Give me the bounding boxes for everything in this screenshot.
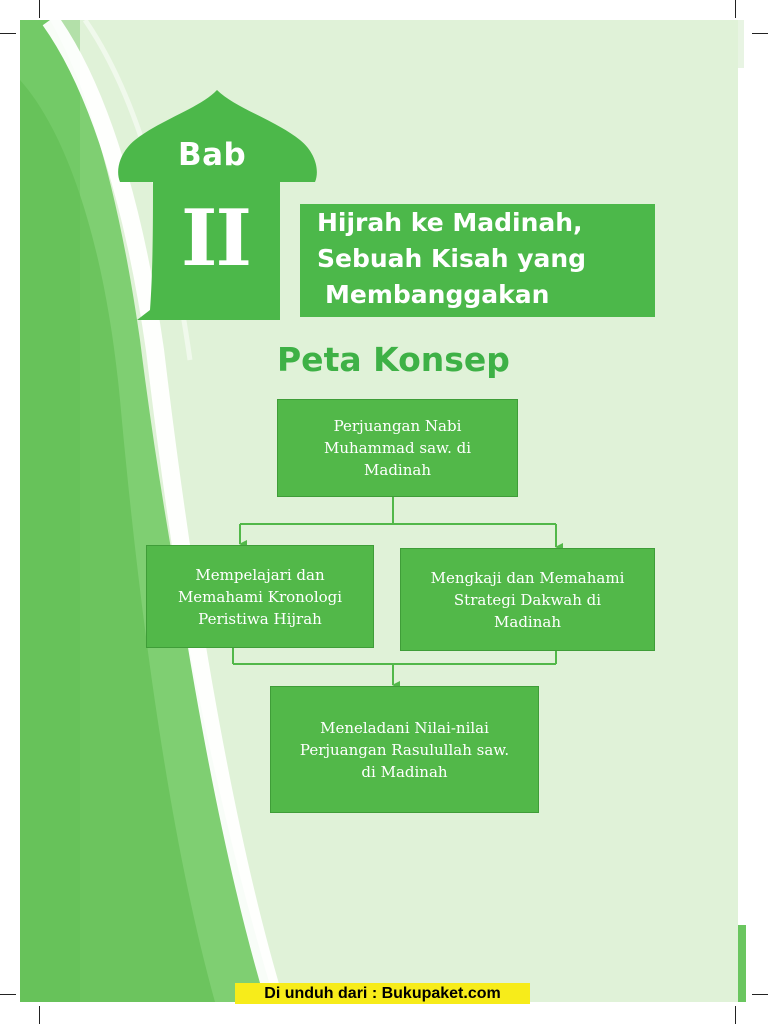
concept-node-text: Madinah (364, 461, 431, 479)
concept-node-text: Perjuangan Rasulullah saw. (299, 740, 510, 759)
concept-node-left (146, 545, 374, 648)
concept-node-text: Meneladani Nilai-nilai (320, 718, 489, 737)
concept-node-text: Peristiwa Hijrah (198, 609, 322, 628)
concept-node-text: Mempelajari dan (195, 565, 325, 584)
concept-node-text: Memahami Kronologi (177, 587, 343, 606)
chapter-title-line: Sebuah Kisah yang (317, 244, 587, 273)
concept-node-right (400, 548, 655, 651)
concept-map-heading: Peta Konsep (277, 340, 510, 379)
concept-node-bottom (270, 686, 539, 813)
concept-node-text: di Madinah (361, 762, 448, 781)
concept-node-text: Strategi Dakwah di (453, 590, 602, 609)
chapter-number: II (181, 193, 250, 284)
download-source-footer: Di unduh dari : Bukupaket.com (235, 983, 530, 1004)
chapter-label: Bab (178, 137, 247, 173)
concept-node-text: Madinah (494, 612, 561, 631)
chapter-title-line: Hijrah ke Madinah, (317, 208, 583, 237)
chapter-title-line: Membanggakan (325, 280, 550, 309)
concept-node-root (277, 399, 518, 497)
concept-node-text: Perjuangan Nabi (333, 417, 462, 435)
concept-node-text: Mengkaji dan Memahami (430, 568, 625, 587)
concept-node-text: Muhammad saw. di (323, 439, 472, 457)
